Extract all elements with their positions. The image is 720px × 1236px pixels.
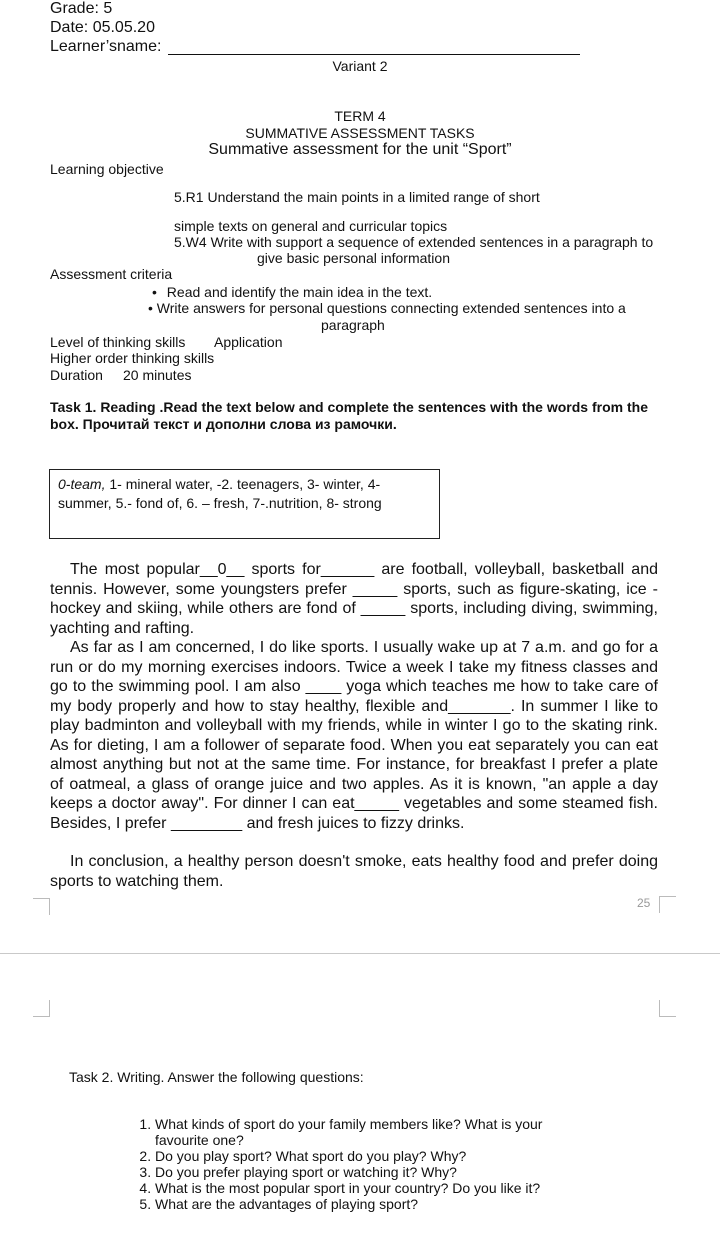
criteria-item-2 (148, 300, 626, 316)
list-item: 3. Do you prefer playing sport or watching it? Why? (155, 1164, 595, 1180)
level-of-thinking-value: Application (214, 334, 283, 350)
criteria-item-1-text: Read and identify the main idea in the text. (166, 284, 433, 300)
corner-mark-top-left (33, 898, 50, 915)
bullet-icon: • (148, 300, 157, 316)
objective-w4-line1: 5.W4 Write with support a sequence of extended sentences in a paragraph to (174, 234, 654, 250)
grade-line: Grade: 5 (50, 0, 113, 17)
task2-question-list (128, 1116, 595, 1212)
assessment-tasks-label: SUMMATIVE ASSESSMENT TASKS (245, 125, 475, 141)
level-of-thinking-label: Level of thinking skills (50, 334, 186, 350)
corner-mark-bottom-right (659, 1000, 676, 1017)
list-item: 5. What are the advantages of playing sport? (155, 1196, 595, 1212)
corner-mark-bottom-left (33, 1000, 50, 1017)
word-box-words: 1- mineral water, -2. teenagers, 3- winter, 4- summer, 5.- fond of, 6. – fresh, 7-.nutrition, 8- strong (58, 476, 382, 511)
bullet-icon: • (152, 284, 161, 300)
higher-order-label: Higher order thinking skills (50, 350, 215, 366)
word-box (49, 469, 440, 539)
task1-instruction: Task 1. Reading .Read the text below and complete the sentences with the words from the box. Прочитай текст и дополни слова из рамочки. (50, 399, 648, 432)
list-item: 2. Do you play sport? What sport do you play? Why? (155, 1148, 595, 1164)
page-divider (0, 953, 720, 954)
term-label: TERM 4 (334, 108, 386, 124)
task2-instruction: Task 2. Writing. Answer the following questions: (69, 1069, 364, 1085)
criteria-item-2-continuation: paragraph (321, 317, 385, 333)
page-title: Summative assessment for the unit “Sport” (208, 141, 512, 158)
corner-mark-top-right (659, 896, 676, 913)
learner-name-label: Learner’sname: (50, 38, 162, 55)
page-number: 25 (637, 896, 651, 910)
reading-paragraph-2: As far as I am concerned, I do like sports. I usually wake up at 7 a.m. and go for a run or do my morning exercises indoors. Twice a week I take my fitness classes and go to the swimming pool. I am also ____ yoga which teaches me how to take care of my body properly and how to stay healthy, flexible and_______. In summer I like to play badminton and volleyball with my friends, while in winter I go to the skating rink. As for dieting, I am a follower of separate food. When you eat separately you can eat almost anything but not at the same time. For instance, for breakfast I prefer a plate of oatmeal, a glass of orange juice and two apples. As it is known, "an apple a day keeps a doctor away". For dinner I can eat_____ vegetables and some steamed fish. Besides, I prefer ________ and fresh juices to fizzy drinks. (50, 639, 658, 832)
duration-value: 20 minutes (123, 367, 192, 383)
objective-r1-line2: simple texts on general and curricular topics (174, 218, 448, 234)
criteria-item-2-text: Write answers for personal questions connecting extended sentences into a (156, 300, 626, 316)
variant-label: Variant 2 (332, 58, 388, 74)
assessment-criteria-label: Assessment criteria (50, 266, 173, 282)
duration-label: Duration (50, 367, 103, 383)
learner-name-underline (168, 54, 580, 55)
learning-objective-label: Learning objective (50, 161, 164, 177)
list-item: 4. What is the most popular sport in your country? Do you like it? (155, 1180, 595, 1196)
date-line: Date: 05.05.20 (50, 19, 155, 36)
objective-w4-line2: give basic personal information (257, 250, 450, 266)
word-box-example: 0-team, (58, 476, 106, 492)
list-item: 1. What kinds of sport do your family members like? What is your favourite one? (155, 1116, 595, 1148)
reading-paragraph-3: In conclusion, a healthy person doesn't smoke, eats healthy food and prefer doing sports to watching them. (50, 853, 658, 890)
reading-paragraph-1: The most popular__0__ sports for______ are football, volleyball, basketball and tennis. However, some youngsters prefer _____ sports, such as figure-skating, ice -hockey and skiing, while others are fond of _____ sports, including diving, swimming, yachting and rafting. (50, 561, 658, 637)
criteria-item-1 (152, 284, 432, 300)
objective-r1-line1: 5.R1 Understand the main points in a limited range of short (174, 189, 540, 205)
